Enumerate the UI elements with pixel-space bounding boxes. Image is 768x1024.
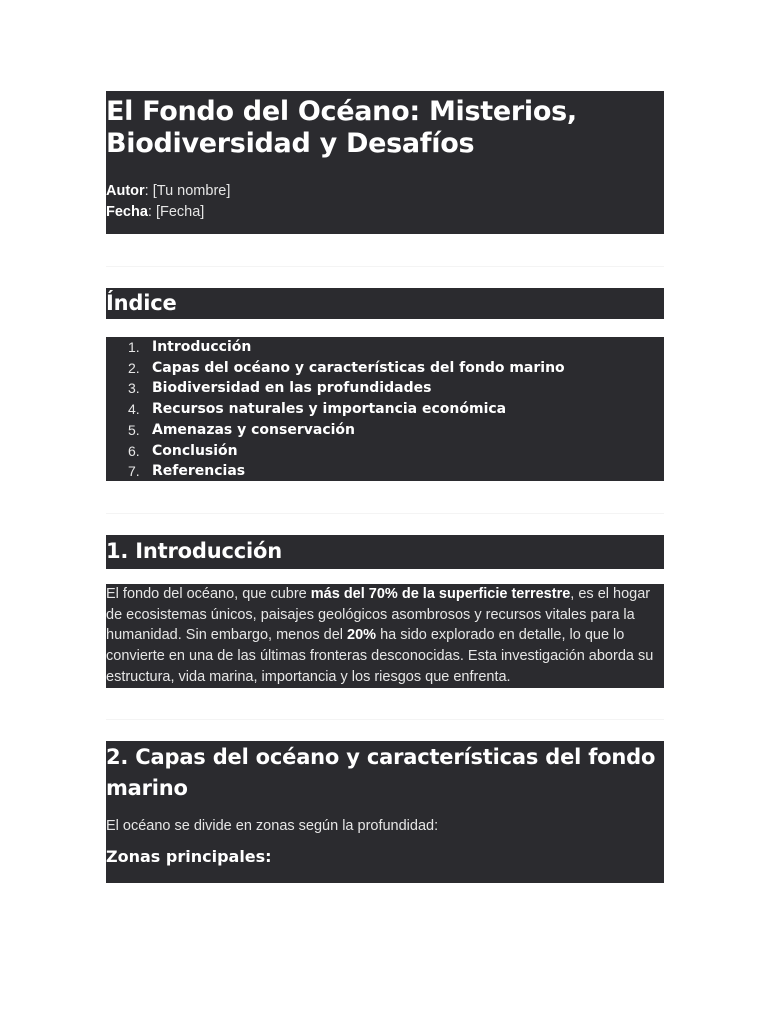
layers-section-block — [106, 741, 664, 883]
author-value: : [Tu nombre] — [144, 183, 231, 199]
toc-item — [128, 378, 664, 399]
document-meta — [106, 181, 664, 223]
date-value: : [Fecha] — [147, 204, 205, 220]
author-label: Autor — [106, 183, 145, 199]
toc-item — [128, 399, 664, 420]
toc-item — [128, 358, 664, 379]
intro-text-3: ha sido explorado en detalle, lo que lo convierte en una de las últimas fronteras desconocidas. Esta investigación aborda su estructura, vida marina, importancia y los riesgos que enfrenta. — [106, 627, 654, 685]
toc-item-number: 2. — [128, 359, 140, 376]
layers-text: El océano se divide en zonas según la profundidad: — [106, 818, 439, 834]
intro-text-1: El fondo del océano, que cubre — [106, 586, 311, 602]
toc-item-label: Capas del océano y características del fondo marino — [152, 359, 565, 376]
toc-item-label: Biodiversidad en las profundidades — [152, 380, 432, 397]
toc-item-label: Recursos naturales y importancia económica — [152, 401, 507, 418]
intro-bold-1: más del 70% de la superficie terrestre — [310, 586, 571, 602]
toc-item-number: 5. — [128, 421, 140, 438]
toc-item-number: 3. — [128, 380, 140, 397]
divider — [106, 266, 664, 267]
toc-item-number: 4. — [128, 401, 140, 418]
toc-item-label: Conclusión — [152, 442, 238, 459]
table-of-contents — [106, 337, 664, 482]
toc-item — [128, 420, 664, 441]
intro-bold-2: 20% — [347, 627, 377, 644]
index-list-block — [106, 337, 664, 481]
divider — [106, 513, 664, 514]
intro-paragraph-block — [106, 584, 664, 688]
toc-item-label: Introducción — [152, 339, 252, 355]
toc-item-label: Referencias — [152, 463, 246, 480]
author-line — [106, 181, 664, 202]
divider — [106, 719, 664, 720]
toc-item-number: 6. — [128, 442, 140, 459]
layers-heading: 2. Capas del océano y características del fondo marino — [106, 745, 656, 800]
zones-subheading: Zonas principales: — [106, 846, 272, 866]
toc-item-number: 7. — [128, 463, 140, 480]
index-heading: Índice — [106, 291, 177, 315]
toc-item — [128, 441, 664, 462]
intro-heading: 1. Introducción — [106, 539, 282, 563]
toc-item — [128, 461, 664, 482]
document-title: El Fondo del Océano: Misterios, Biodiversidad y Desafíos — [106, 96, 577, 159]
intro-text-2: , es el hogar de ecosistemas únicos, paisajes geológicos asombrosos y recursos vitales para la humanidad. Sin embargo, menos del — [106, 586, 651, 644]
date-line — [106, 202, 664, 223]
date-label: Fecha — [106, 204, 148, 220]
toc-item-number: 1. — [128, 339, 140, 355]
title-block — [106, 91, 664, 234]
toc-item — [128, 337, 664, 358]
index-heading-block — [106, 288, 664, 319]
intro-paragraph — [106, 584, 664, 688]
toc-item-label: Amenazas y conservación — [152, 421, 356, 438]
intro-heading-block — [106, 535, 664, 569]
